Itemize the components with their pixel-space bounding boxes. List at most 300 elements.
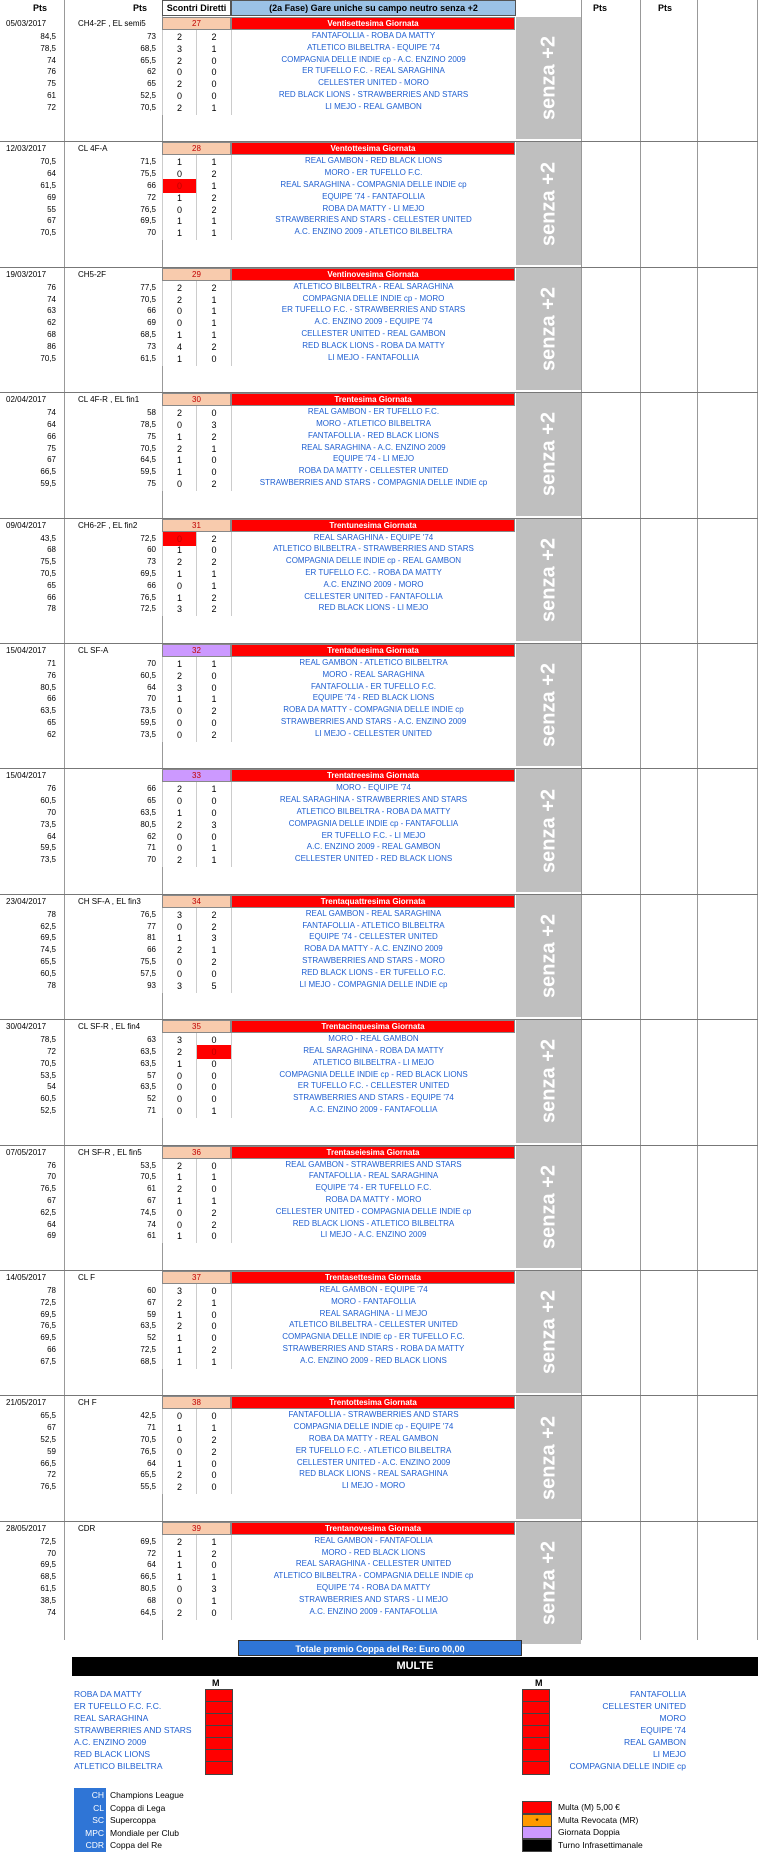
home-score: 0 [162,179,197,193]
match-teams: ATLETICO BILBELTRA - LI MEJO [312,1057,435,1067]
away-points: 65 [147,796,156,806]
legend-label: Turno Infrasettimanale [558,1839,643,1850]
away-points: 66,5 [140,1572,156,1582]
home-score: 2 [162,1159,197,1173]
legend-code: CDR [74,1838,106,1852]
away-score: 2 [197,281,232,295]
away-score: 1 [197,155,232,169]
away-points: 75,5 [140,956,156,966]
away-points: 73,5 [140,706,156,716]
match-teams: EQUIPE '74 - RED BLACK LIONS [312,693,435,703]
home-points: 38,5 [40,1595,56,1605]
match-row [0,728,758,742]
home-points: 62,5 [40,921,56,931]
away-points: 76,5 [140,909,156,919]
match-row [0,226,758,240]
match-teams: FANTAFOLLIA - ATLETICO BILBELTRA [302,920,445,930]
round-title: Trentasettesima Giornata [231,1271,515,1284]
legend-code: CH [74,1788,106,1802]
home-score: 0 [162,955,197,969]
away-score: 0 [197,794,232,808]
home-points: 67 [47,1423,56,1433]
legend-label: Supercoppa [110,1815,156,1825]
home-score: 2 [162,1606,197,1620]
home-score: 0 [162,1092,197,1106]
home-points: 76,5 [40,1184,56,1194]
match-row [0,1355,758,1369]
home-score: 1 [162,1331,197,1345]
away-points: 63,5 [140,807,156,817]
round-competitions: CH6-2F , EL fin2 [78,520,138,530]
away-points: 60 [147,545,156,555]
away-score: 2 [197,430,232,444]
away-score: 1 [197,304,232,318]
round-date: 09/04/2017 [6,520,47,530]
match-teams: CELLESTER UNITED - COMPAGNIA DELLE INDIE cp [275,1206,472,1216]
home-points: 69,5 [40,1333,56,1343]
match-teams: STRAWBERRIES AND STARS - ROBA DA MATTY [282,1344,465,1353]
home-points: 80,5 [40,682,56,692]
away-points: 62 [147,67,156,77]
away-score: 0 [197,1045,232,1059]
round-number: 29 [162,268,231,281]
away-points: 52 [147,1333,156,1343]
multe-team-right: COMPAGNIA DELLE INDIE cp [569,1761,686,1771]
home-points: 52,5 [40,1434,56,1444]
away-score: 0 [197,1033,232,1047]
senza-label: senza +2 [537,914,559,998]
home-score: 2 [162,1296,197,1310]
match-teams: STRAWBERRIES AND STARS - A.C. ENZINO 2009 [280,717,467,726]
home-points: 54 [47,1082,56,1092]
match-teams: ER TUFELLO F.C. - ROBA DA MATTY [305,567,442,577]
home-points: 59,5 [40,478,56,488]
legend-swatch [522,1801,552,1814]
match-teams: RED BLACK LIONS - REAL SARAGHINA [299,1469,448,1479]
away-points: 71 [147,843,156,853]
match-teams: ER TUFELLO F.C. - ATLETICO BILBELTRA [295,1445,452,1455]
away-score: 2 [197,1433,232,1447]
match-teams: REAL SARAGHINA - ROBA DA MATTY [303,1045,444,1055]
away-points: 63,5 [140,1046,156,1056]
round-number: 33 [162,769,231,782]
round-title: Trentottesima Giornata [231,1396,515,1409]
away-score: 0 [197,1284,232,1298]
match-teams: ATLETICO BILBELTRA - COMPAGNIA DELLE INDIE cp [273,1571,474,1581]
home-score: 0 [162,203,197,217]
round-block [0,142,758,267]
match-teams: REAL SARAGHINA - CELLESTER UNITED [295,1559,452,1569]
match-teams: LI MEJO - COMPAGNIA DELLE INDIE cp [299,979,448,989]
round-number: 27 [162,17,231,30]
senza-label: senza +2 [537,1290,559,1375]
legend-code: CL [74,1801,106,1815]
away-score: 1 [197,1296,232,1310]
match-teams: RED BLACK LIONS - STRAWBERRIES AND STARS [278,90,469,99]
home-points: 64 [47,831,56,841]
away-score: 1 [197,1104,232,1118]
away-score: 0 [197,543,232,557]
home-score: 3 [162,681,197,695]
match-teams: ROBA DA MATTY - MORO [325,1194,422,1204]
away-points: 65,5 [140,1470,156,1480]
away-score: 0 [197,54,232,68]
away-points: 74 [147,1219,156,1229]
legend-item [522,1839,722,1853]
round-date: 05/03/2017 [6,19,47,28]
home-points: 76 [47,1160,56,1170]
legend-label: Coppa di Lega [110,1802,166,1813]
multe-team-left: STRAWBERRIES AND STARS [74,1725,192,1735]
legend-label: Multa (M) 5,00 € [558,1802,620,1812]
match-teams: LI MEJO - REAL GAMBON [325,101,422,111]
match-teams: STRAWBERRIES AND STARS - CELLESTER UNITED [275,215,472,225]
round-block [0,1522,758,1647]
away-score: 1 [197,226,232,240]
senza-label: senza +2 [537,412,559,497]
match-teams: FANTAFOLLIA - ER TUFELLO F.C. [310,681,437,691]
away-score: 0 [197,1080,232,1094]
away-points: 68,5 [140,1356,156,1366]
away-points: 66 [147,945,156,955]
away-score: 1 [197,567,232,581]
home-points: 61,5 [40,180,56,190]
away-score: 1 [197,1355,232,1369]
home-points: 70 [47,807,56,817]
match-teams: ROBA DA MATTY - CELLESTER UNITED [298,466,449,476]
home-score: 1 [162,430,197,444]
home-points: 66 [47,1345,56,1354]
match-teams: ER TUFELLO F.C. - LI MEJO [321,830,426,840]
match-teams: ATLETICO BILBELTRA - ROBA DA MATTY [296,806,451,816]
match-teams: REAL GAMBON - ER TUFELLO F.C. [307,407,440,417]
match-teams: CELLESTER UNITED - A.C. ENZINO 2009 [296,1457,451,1467]
away-score: 0 [197,830,232,844]
away-score: 1 [197,782,232,796]
round-block [0,1396,758,1521]
away-points: 61 [147,1184,156,1194]
home-points: 64 [47,419,56,429]
away-points: 72 [147,1548,156,1558]
away-score: 2 [197,1206,232,1220]
round-block [0,17,758,142]
senza-label: senza +2 [537,1164,559,1249]
away-score: 2 [197,555,232,569]
away-points: 63,5 [140,1058,156,1068]
away-points: 73 [147,32,156,41]
home-score: 0 [162,418,197,432]
multe-team-left: RED BLACK LIONS [74,1749,151,1759]
match-teams: A.C. ENZINO 2009 - ATLETICO BILBELTRA [294,227,453,237]
home-score: 3 [162,1033,197,1047]
multa-box [205,1761,233,1775]
home-points: 72 [47,1470,56,1480]
home-points: 61 [47,91,56,100]
senza-label: senza +2 [537,1415,559,1500]
round-date: 12/03/2017 [6,144,47,154]
away-score: 2 [197,477,232,491]
match-teams: MORO - ER TUFELLO F.C. [324,168,423,178]
away-points: 52,5 [140,91,156,100]
away-points: 70,5 [140,1434,156,1444]
home-points: 67 [47,216,56,226]
home-score: 3 [162,42,197,56]
multe-team-left: REAL SARAGHINA [74,1713,149,1723]
home-score: 1 [162,543,197,557]
away-points: 61,5 [140,353,156,363]
match-teams: ATLETICO BILBELTRA - STRAWBERRIES AND STARS [273,544,474,554]
home-score: 0 [162,1080,197,1094]
match-row [0,477,758,491]
home-points: 84,5 [40,32,56,41]
away-points: 71 [147,1423,156,1433]
senza-label: senza +2 [537,36,559,121]
home-score: 2 [162,669,197,683]
home-score: 3 [162,979,197,993]
home-score: 0 [162,1409,197,1423]
round-competitions: CL SF-A [78,646,109,655]
away-points: 64,5 [140,455,156,465]
multe-team-right: EQUIPE '74 [640,1725,686,1735]
away-points: 57 [147,1070,156,1080]
away-points: 73,5 [140,729,156,739]
away-points: 73 [147,557,156,567]
round-date: 07/05/2017 [6,1147,47,1157]
match-teams: REAL SARAGHINA - A.C. ENZINO 2009 [301,442,446,452]
away-points: 68 [147,1595,156,1605]
match-teams: A.C. ENZINO 2009 - RED BLACK LIONS [300,1355,447,1365]
home-score: 0 [162,167,197,181]
match-teams: A.C. ENZINO 2009 - FANTAFOLLIA [309,1104,438,1114]
home-points: 64 [47,169,56,179]
home-score: 1 [162,453,197,467]
round-date: 30/04/2017 [6,1022,47,1032]
home-points: 70,5 [40,568,56,578]
round-competitions: CDR [78,1523,96,1533]
home-points: 69 [47,192,56,202]
match-teams: EQUIPE '74 - ROBA DA MATTY [316,1582,431,1592]
home-score: 4 [162,340,197,354]
round-title: Trentesima Giornata [231,393,515,406]
home-score: 1 [162,155,197,169]
home-points: 72 [47,1046,56,1056]
home-score: 1 [162,1570,197,1584]
away-score: 0 [197,681,232,695]
away-score: 0 [197,1606,232,1620]
away-points: 60 [147,1286,156,1295]
match-teams: LI MEJO - FANTAFOLLIA [328,352,419,362]
away-points: 72,5 [140,1345,156,1354]
home-score: 2 [162,101,197,115]
away-score: 0 [197,1558,232,1572]
home-points: 43,5 [40,533,56,543]
match-teams: MORO - REAL GAMBON [328,1034,419,1044]
legend-label: Multa Revocata (MR) [558,1814,639,1825]
round-number: 38 [162,1396,231,1409]
match-teams: A.C. ENZINO 2009 - MORO [323,579,424,589]
away-score: 2 [197,908,232,922]
away-points: 57,5 [140,968,156,978]
match-teams: EQUIPE '74 - LI MEJO [332,454,415,464]
legend-code: MPC [74,1826,106,1840]
away-points: 93 [147,980,156,990]
away-score: 0 [197,967,232,981]
home-points: 62,5 [40,1207,56,1217]
match-teams: EQUIPE '74 - ER TUFELLO F.C. [315,1183,432,1193]
away-score: 2 [197,30,232,44]
home-points: 59,5 [40,843,56,853]
match-teams: STRAWBERRIES AND STARS - LI MEJO [299,1594,448,1604]
home-score: 3 [162,1284,197,1298]
match-row [0,352,758,366]
multe-team-right: CELLESTER UNITED [602,1701,686,1711]
home-points: 78 [47,980,56,990]
away-score: 1 [197,293,232,307]
legend-swatch: * [522,1814,552,1827]
home-score: 2 [162,1480,197,1494]
away-score: 2 [197,602,232,616]
home-score: 1 [162,465,197,479]
match-teams: FANTAFOLLIA - ROBA DA MATTY [311,31,436,40]
away-score: 0 [197,1308,232,1322]
away-score: 2 [197,728,232,742]
away-score: 1 [197,328,232,342]
away-points: 63,5 [140,1321,156,1331]
senza-label: senza +2 [537,161,559,246]
away-points: 66 [147,180,156,190]
legend-label: Giornata Doppia [558,1827,620,1837]
away-score: 1 [197,42,232,56]
round-competitions: CL SF-R , EL fin4 [78,1022,141,1032]
round-date: 21/05/2017 [6,1398,47,1408]
match-teams: REAL GAMBON - EQUIPE '74 [319,1285,428,1294]
away-points: 76,5 [140,592,156,602]
pts-header-right: Pts [592,3,607,13]
away-score: 1 [197,1421,232,1435]
away-score: 0 [197,1182,232,1196]
away-score: 1 [197,179,232,193]
away-points: 70,5 [140,443,156,453]
home-points: 69,5 [40,933,56,943]
home-points: 64 [47,1219,56,1229]
home-score: 2 [162,782,197,796]
away-points: 59 [147,1309,156,1319]
home-points: 72,5 [40,1536,56,1546]
away-score: 0 [197,1319,232,1333]
m-header-left: M [212,1678,220,1688]
round-date: 19/03/2017 [6,269,47,279]
away-score: 1 [197,657,232,671]
home-points: 65,5 [40,1411,56,1421]
legend-label: Coppa del Re [110,1840,162,1850]
away-score: 2 [197,704,232,718]
round-number: 30 [162,393,231,406]
home-score: 0 [162,794,197,808]
away-score: 1 [197,841,232,855]
match-teams: ATLETICO BILBELTRA - CELLESTER UNITED [289,1320,458,1330]
home-score: 1 [162,1421,197,1435]
round-date: 14/05/2017 [6,1273,47,1282]
home-score: 2 [162,943,197,957]
away-score: 0 [197,1480,232,1494]
match-teams: COMPAGNIA DELLE INDIE cp - RED BLACK LIONS [279,1069,468,1079]
match-teams: CELLESTER UNITED - FANTAFOLLIA [304,591,443,601]
away-points: 70 [147,855,156,865]
home-score: 2 [162,555,197,569]
sheet-title: (2a Fase) Gare uniche su campo neutro senza +2 [231,0,516,16]
away-score: 0 [197,1069,232,1083]
match-teams: STRAWBERRIES AND STARS - EQUIPE '74 [293,1093,454,1103]
away-score: 1 [197,316,232,330]
away-score: 0 [197,1468,232,1482]
home-score: 1 [162,214,197,228]
round-number: 35 [162,1020,231,1033]
away-score: 0 [197,1229,232,1243]
home-score: 1 [162,806,197,820]
away-score: 0 [197,453,232,467]
home-score: 0 [162,1206,197,1220]
match-row [0,1480,758,1494]
home-points: 68,5 [40,1572,56,1582]
away-points: 69,5 [140,1536,156,1546]
round-title: Ventottesima Giornata [231,142,515,155]
home-score: 0 [162,89,197,103]
home-score: 0 [162,1582,197,1596]
home-points: 70 [47,1172,56,1182]
home-points: 66 [47,431,56,441]
round-title: Trentanovesima Giornata [231,1522,515,1535]
multe-team-left: A.C. ENZINO 2009 [74,1737,147,1747]
round-competitions: CH F [78,1398,97,1408]
home-score: 0 [162,65,197,79]
away-score: 5 [197,979,232,993]
home-points: 70,5 [40,157,56,167]
match-teams: ER TUFELLO F.C. - REAL SARAGHINA [302,66,445,76]
home-score: 2 [162,406,197,420]
legend-label: Mondiale per Club [110,1827,179,1838]
home-score: 1 [162,226,197,240]
home-score: 3 [162,602,197,616]
round-title: Trentatreesima Giornata [231,769,515,782]
home-points: 66,5 [40,1458,56,1468]
home-score: 2 [162,30,197,44]
match-row [0,979,758,993]
home-points: 52,5 [40,1105,56,1115]
home-points: 78,5 [40,43,56,53]
away-points: 62 [147,831,156,841]
home-points: 78 [47,909,56,919]
away-points: 69,5 [140,216,156,226]
home-score: 0 [162,920,197,934]
home-points: 70,5 [40,353,56,363]
home-score: 1 [162,567,197,581]
match-teams: COMPAGNIA DELLE INDIE cp - MORO [302,293,445,303]
match-teams: EQUIPE '74 - CELLESTER UNITED [309,932,438,942]
round-block [0,1271,758,1396]
pts-header-left-2: Pts [132,3,147,13]
home-points: 59 [47,1446,56,1456]
home-score: 1 [162,931,197,945]
home-points: 65 [47,580,56,590]
match-teams: ATLETICO BILBELTRA - REAL SARAGHINA [293,281,454,291]
match-teams: REAL GAMBON - STRAWBERRIES AND STARS [285,1159,462,1169]
home-score: 1 [162,191,197,205]
round-title: Ventinovesima Giornata [231,268,515,281]
home-score: 1 [162,1229,197,1243]
legend-code: SC [74,1813,106,1827]
away-points: 63,5 [140,1082,156,1092]
home-points: 69,5 [40,1309,56,1319]
